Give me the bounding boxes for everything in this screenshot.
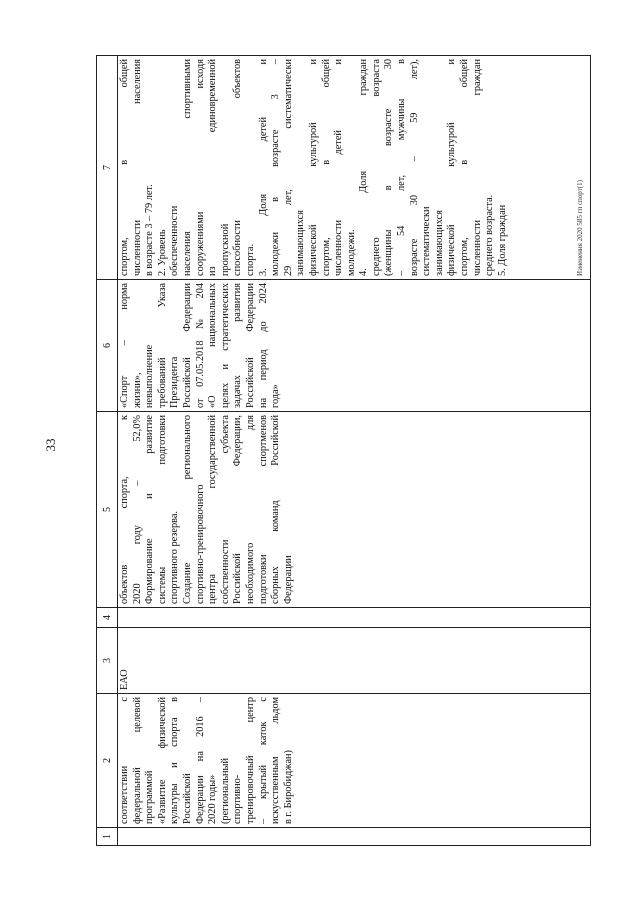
cell-text-line: Российской Федерации, — [232, 415, 244, 604]
cell-text-line: спортом, в общей — [459, 59, 471, 276]
cell-col-1 — [118, 828, 591, 846]
column-header-4: 4 — [97, 608, 118, 628]
cell-text-line: 2. Уровень — [156, 229, 168, 276]
cell-text-line: культуры и спорта в — [169, 697, 181, 824]
cell-text-line: спортивно-тренировочного — [194, 484, 206, 604]
cell-text-line: сборных команд Российской — [270, 415, 282, 604]
table-row — [118, 56, 591, 846]
cell-text-line: задачах развития — [232, 283, 244, 408]
cell-text-line: Создание регионального — [181, 415, 193, 604]
cell-text-line: Российской Федерации — [244, 283, 256, 408]
cell-text-line: необходимого для — [244, 415, 256, 604]
cell-text-line: жизни», — [131, 372, 143, 408]
rotated-table-container — [96, 56, 591, 846]
column-header-5: 5 — [97, 412, 118, 608]
cell-text-line: 2020 году – 52,0% — [131, 415, 143, 604]
cell-col-7 — [118, 56, 591, 280]
cell-text-line: тренировочный центр — [244, 697, 256, 824]
cell-text-line: спортивного резерва. — [169, 511, 181, 604]
cell-text-line: в возрасте 3 – 79 лет. — [144, 184, 156, 276]
cell-text-line: подготовки спортменов — [257, 415, 269, 604]
cell-text-line: невыполнение — [144, 344, 156, 408]
cell-text-line: (региональный — [219, 758, 231, 824]
cell-text-line: – 54 лет, мужчины в — [396, 59, 408, 276]
cell-text-line: пропускной — [219, 223, 231, 276]
cell-text-line: федеральной целевой — [131, 697, 143, 824]
column-header-7: 7 — [97, 56, 118, 280]
cell-text-line: 4. Доля граждан — [358, 59, 370, 276]
header-row — [97, 56, 118, 846]
cell-text-line: занимающихся — [433, 210, 445, 276]
cell-col-3 — [118, 628, 591, 694]
cell-text-line: спортивно- — [232, 774, 244, 824]
cell-text-line: Формирование и развитие — [144, 415, 156, 604]
cell-text-line: среднего возраста — [370, 59, 382, 276]
cell-text-line: способности объектов — [232, 59, 244, 276]
cell-col-4 — [118, 608, 591, 628]
cell-text-line: численности населения — [131, 59, 143, 276]
cell-col-5 — [118, 412, 591, 608]
cell-text-line: от 07.05.2018 № 204 — [194, 283, 206, 408]
cell-text-line: возрасте 30 – 59 лет), — [408, 59, 420, 276]
cell-text-line: Федерации — [282, 555, 294, 604]
cell-text-line: целях и стратегических — [219, 283, 231, 408]
cell-text-line: объектов спорта, к — [119, 415, 130, 604]
column-header-3: 3 — [97, 628, 118, 694]
cell-text-line: численности граждан — [471, 59, 483, 276]
cell-text-line: на период до 2024 — [257, 283, 269, 408]
cell-text-line: численности детей и — [333, 59, 345, 276]
column-header-2: 2 — [97, 694, 118, 828]
cell-text-line: 29 лет, систематически — [282, 59, 294, 276]
column-header-1: 1 — [97, 828, 118, 846]
cell-text-line: среднего возраста. — [484, 194, 496, 276]
cell-text-line: Российской — [181, 773, 193, 824]
rotated-table — [96, 56, 591, 846]
cell-text-line: спортом, в общей — [119, 59, 130, 276]
cell-text-line: центра государственной — [207, 415, 219, 604]
cell-text-line: ЕАО — [119, 669, 130, 690]
cell-text-line: «Развитие физической — [156, 697, 168, 824]
cell-text-line: (женщины в возрасте 30 — [383, 59, 395, 276]
cell-text-line: спортом, в общей — [320, 59, 332, 276]
cell-text-line: «Спорт – норма — [119, 283, 130, 408]
cell-text-line: требований Указа — [156, 283, 168, 408]
cell-text-line: Президента — [169, 356, 181, 408]
cell-text-line: системы подготовки — [156, 415, 168, 604]
cell-text-line: Федерации на 2016 – — [194, 697, 206, 824]
cell-text-line: физической культурой и — [307, 59, 319, 276]
cell-text-line: сооружениями исходя — [194, 59, 206, 276]
cell-text-line: соответствии с — [119, 697, 130, 824]
cell-text-line: Российской Федерации — [181, 283, 193, 408]
cell-text-line: «О национальных — [207, 283, 219, 408]
cell-text-line: – крытый каток с — [257, 697, 269, 824]
cell-text-line: занимающихся — [295, 210, 307, 276]
cell-text-line: года» — [270, 384, 282, 408]
cell-text-line: 5. Доля граждан — [496, 204, 508, 276]
cell-text-line: 2020 годы» — [207, 774, 219, 824]
cell-text-line: молодежи. — [345, 229, 357, 276]
cell-text-line: программой — [144, 770, 156, 824]
cell-text-line: 3. Доля детей и — [257, 59, 269, 276]
cell-text-line: искусственным льдом — [270, 697, 282, 824]
cell-text-line: обеспеченности — [169, 205, 181, 276]
cell-text-line: систематически — [421, 206, 433, 276]
cell-text-line: из единовременной — [207, 59, 219, 276]
cell-col-6 — [118, 280, 591, 412]
cell-text-line: физической культурой и — [446, 59, 458, 276]
footnote-stamp: Изменения 2020 585 гп спорт(1) — [576, 180, 584, 276]
cell-text-line: спорта. — [244, 243, 256, 276]
cell-col-2 — [118, 694, 591, 828]
program-table — [96, 55, 591, 846]
cell-text-line: в г. Биробиджан) — [282, 750, 294, 824]
cell-text-line: молодежи в возрасте 3 – — [270, 59, 282, 276]
cell-text-line: собственности субъекта — [219, 415, 231, 604]
column-header-6: 6 — [97, 280, 118, 412]
page-number: 33 — [43, 438, 58, 452]
cell-text-line: населения спортивными — [181, 59, 193, 276]
